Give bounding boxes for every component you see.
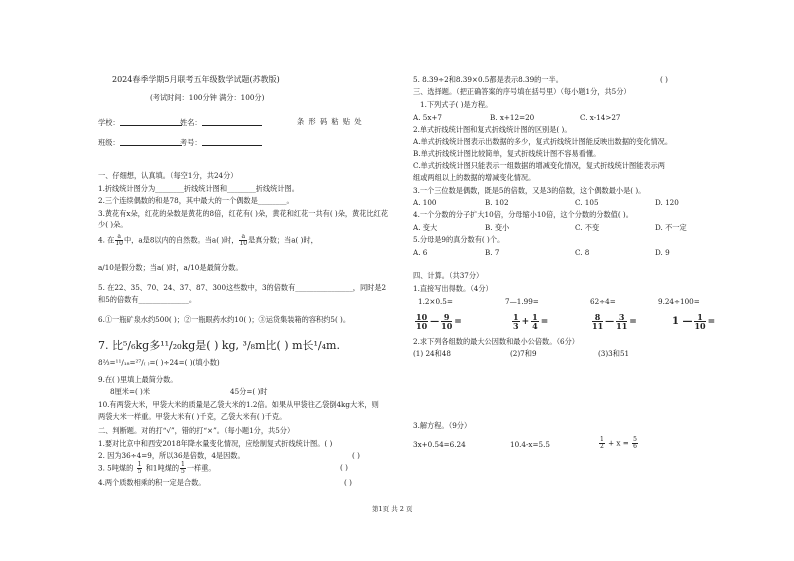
fill-q2: 2.三个连续偶数的和是78，其中最大的一个偶数是________。	[98, 196, 294, 205]
fill-q5-line1: 5. 在22、35、70、24、37、87、300这些数中，3的倍数有________________，同时是2	[98, 283, 387, 292]
section-3-title: 三、选择题。（把正确答案的序号填在括号里）（每小题1分，共5分）	[413, 87, 631, 96]
calc-part-1: 1.直接写出得数。（4分）	[413, 284, 493, 293]
page-footer: 第1页 共 2 页	[372, 505, 413, 513]
calc-item-1: 1.2×0.5=	[418, 297, 453, 306]
fill-q6: 6.①一瓶矿泉水约500( )；②一瓶眼药水约10( )；③运货集装箱的容积约5( )。	[98, 315, 351, 324]
fill-q7: 7. 比⁵/₆kg多¹¹/₂₀kg是( ) kg, ³/₈m比( ) m长¹/₄m.	[98, 339, 340, 352]
judge-q5: 5. 8.39÷2和8.39×0.5都是表示8.39的一半。	[413, 75, 563, 84]
fill-q9-b: 45分=( )时	[230, 387, 268, 396]
section-1-title: 一、仔细想，认真填。（每空1分，共24分）	[98, 171, 238, 180]
choice-q4-opt-a[interactable]: A. 变大	[413, 223, 438, 232]
gcd-item-3: (3)3和51	[598, 349, 630, 358]
calc-part-2: 2.求下列各组数的最大公因数和最小公倍数。（6分）	[413, 337, 579, 346]
choice-q4: 4.一个分数的分子扩大10倍，分母缩小10倍，这个分数的分数值( )。	[413, 210, 633, 219]
judge-q5-answer[interactable]: ( )	[660, 75, 668, 84]
class-label: 班级：	[98, 138, 182, 146]
choice-q4-opt-d[interactable]: D. 不一定	[655, 223, 687, 232]
choice-q2-opt-c-line2: 组或两组以上的数据的增减变化情况。	[413, 173, 536, 182]
choice-q4-opt-b[interactable]: B. 变小	[485, 223, 510, 232]
frac-expr-2: $\frac{1}{3}$ + $\frac{1}{4}$ =	[513, 312, 549, 332]
calc-item-2: 7—1.99=	[505, 297, 539, 306]
frac-expr-3: $\frac{8}{11}$ — $\frac{3}{11}$ =	[592, 312, 637, 332]
choice-q2: 2.单式折线统计图和复式折线统计图的区别是( )。	[413, 125, 572, 134]
judge-q2-answer[interactable]: ( )	[352, 451, 360, 460]
choice-q5-opt-c[interactable]: C. 8	[575, 248, 590, 257]
fill-q10-line1: 10.有两袋大米，甲袋大米的质量是乙袋大米的1.2倍。如果从甲袋往乙袋倒4kg大米，则	[98, 400, 379, 409]
exam-no-label: 考号：	[180, 138, 262, 146]
equation-1: 3x+0.54=6.24	[413, 440, 466, 449]
frac-expr-1: $\frac{10}{10}$ — $\frac{9}{10}$ =	[416, 312, 462, 332]
choice-q5-opt-a[interactable]: A. 6	[413, 248, 428, 257]
fill-q5-line2: 和5的倍数有______________。	[98, 295, 197, 304]
fill-q4-line2: a/10是假分数；当a( )时，a/10是最简分数。	[98, 263, 243, 272]
calc-part-3: 3.解方程。（9分）	[413, 421, 472, 430]
choice-q5-opt-d[interactable]: D. 9	[655, 248, 670, 257]
choice-q3: 3.一个三位数是偶数，既是5的倍数，又是3的倍数，这个偶数最小是( )。	[413, 186, 646, 195]
name-label: 姓名：	[180, 118, 262, 126]
class-field[interactable]	[120, 138, 182, 146]
school-field[interactable]	[120, 118, 182, 126]
choice-q1-opt-b[interactable]: B. x+12=20	[490, 113, 535, 122]
judge-q4-answer[interactable]: ( )	[344, 478, 352, 487]
fill-q1: 1.折线统计图分为________折线统计图和________折线统计图。	[98, 184, 299, 193]
equation-2: 10.4-x=5.5	[510, 440, 550, 449]
choice-q3-opt-a[interactable]: A. 100	[413, 198, 437, 207]
judge-q1: 1.要对比京中和西安2018年降水量变化情况，应绘制复式折线统计图。( )	[98, 439, 333, 448]
barcode-area: 条 形 码 粘 贴 处	[297, 117, 363, 126]
choice-q5: 5.分母是9的真分数有( )个。	[413, 235, 505, 244]
choice-q1-opt-a[interactable]: A. 5x+7	[413, 113, 442, 122]
calc-item-3: 62÷4=	[590, 297, 616, 306]
fill-q4-line1: 4. 在 $\frac{a}{10}$ 中，a是8以内的自然数。当a( )时， $\frac{a}{10}$ 是真分数；当a( )时，	[98, 233, 318, 247]
exam-title: 2024春季学期5月联考五年级数学试题(苏教版)	[112, 75, 280, 84]
judge-q3: 3. 5吨煤的 $\frac{1}{5}$ 和1吨煤的 $\frac{1}{5}$ 一样重。	[98, 461, 216, 475]
choice-q3-opt-c[interactable]: C. 105	[575, 198, 599, 207]
choice-q2-opt-b[interactable]: B.单式折线统计图比较简单，复式折线统计图不容易看懂。	[413, 149, 601, 158]
judge-q4: 4.两个质数相乘的积一定是合数。	[98, 478, 206, 487]
exam-subtitle: (考试时间：100分钟 满分：100分)	[150, 93, 265, 102]
fill-q10-line2: 两袋大米一样重。甲袋大米有( )千克，乙袋大米有( )千克。	[98, 412, 287, 421]
fill-q8: 8⅔=¹¹/₁₈=²⁷/₍ ₎=( )÷24=( )(填小数)	[98, 358, 220, 367]
exam-no-field[interactable]	[202, 138, 262, 146]
frac-expr-4: 1 — $\frac{1}{10}$ =	[672, 312, 716, 332]
choice-q1-opt-c[interactable]: C. x-14>27	[580, 113, 621, 122]
gcd-item-1: (1) 24和48	[413, 349, 451, 358]
judge-q2: 2. 因为36÷4=9，所以36是倍数，4是因数。	[98, 451, 245, 460]
choice-q1: 1.下列式子( )是方程。	[420, 100, 493, 109]
section-2-title: 二、判断题。对的打“√”，错的打“×”。（每小题1分，共5分）	[98, 426, 295, 435]
school-label: 学校：	[98, 118, 182, 126]
choice-q5-opt-b[interactable]: B. 7	[485, 248, 500, 257]
fill-q9: 9.在( )里填上最简分数。	[98, 375, 178, 384]
name-field[interactable]	[202, 118, 262, 126]
gcd-item-2: (2)7和9	[510, 349, 537, 358]
choice-q4-opt-c[interactable]: C. 不变	[575, 223, 600, 232]
calc-item-4: 9.24÷100=	[658, 297, 700, 306]
choice-q3-opt-d[interactable]: D. 120	[655, 198, 679, 207]
choice-q3-opt-b[interactable]: B. 102	[485, 198, 509, 207]
choice-q2-opt-c-line1[interactable]: C.单式折线统计图只能表示一组数据的增减变化情况，复式折线统计图能表示两	[413, 161, 665, 170]
fill-q9-a: 8厘米=( )米	[110, 387, 151, 396]
equation-3: $\frac{1}{2}$ + x = $\frac{5}{6}$	[600, 436, 637, 450]
choice-q2-opt-a[interactable]: A.单式折线统计图表示出数据的多少，复式折线统计图能反映出数据的变化情况。	[413, 137, 673, 146]
fill-q3: 3.黄花有x朵，红花的朵数是黄花的8倍，红花有( )朵，黄花和红花一共有( )朵，黄花比红花少( )朵。	[98, 209, 389, 229]
section-4-title: 四、计算。（共37分）	[413, 271, 484, 280]
judge-q3-answer[interactable]: ( )	[340, 463, 348, 472]
